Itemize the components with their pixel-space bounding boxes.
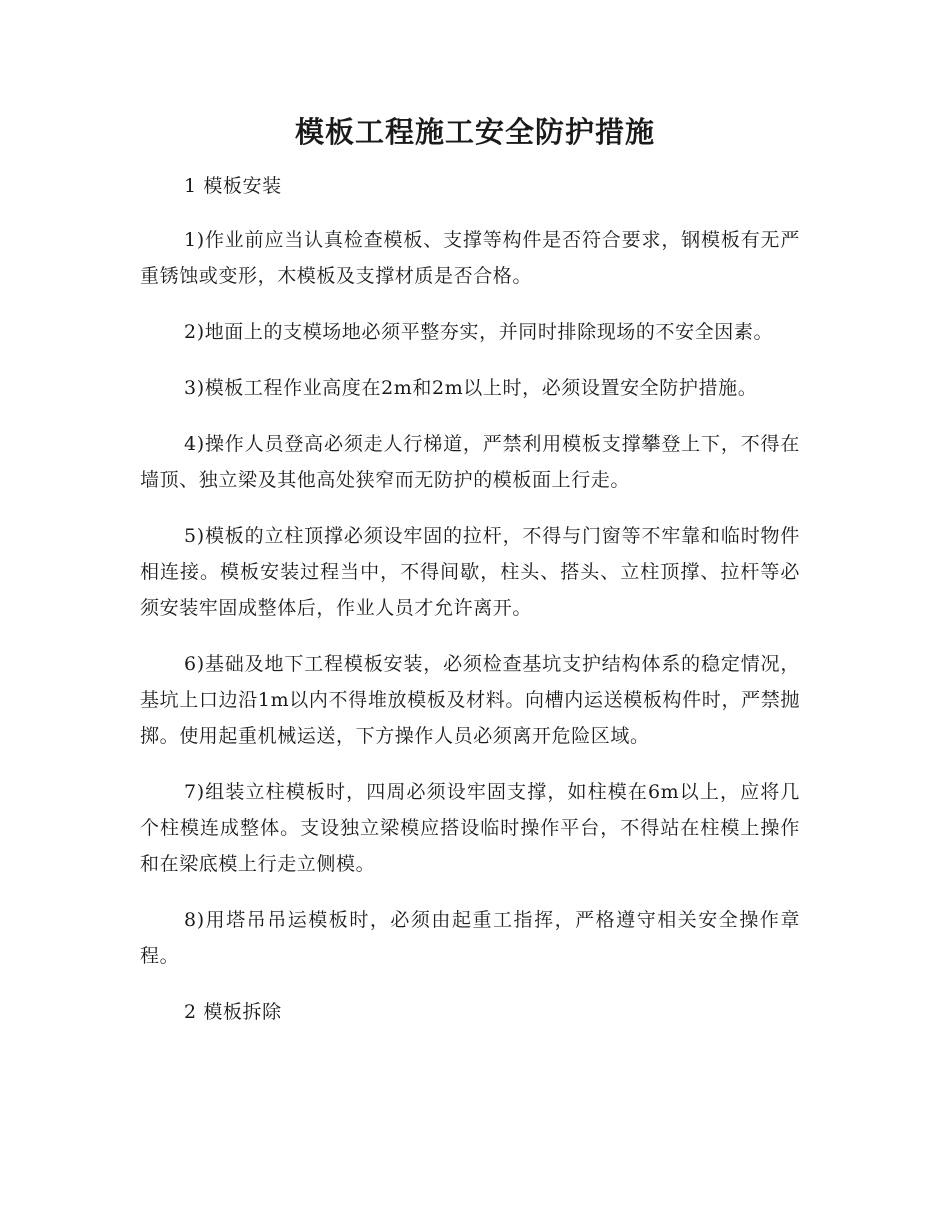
section-heading-installation: 1 模板安装 [184, 175, 282, 197]
list-item: 1)作业前应当认真检查模板、支撑等构件是否符合要求，钢模板有无严重锈蚀或变形，木模板及支撑材质是否合格。 [140, 229, 800, 287]
list-item: 3)模板工程作业高度在2m和2m以上时，必须设置安全防护措施。 [184, 377, 758, 399]
list-item: 2)地面上的支模场地必须平整夯实，并同时排除现场的不安全因素。 [184, 321, 774, 343]
document-body [140, 168, 800, 1030]
list-item: 7)组装立柱模板时，四周必须设牢固支撑，如柱模在6m以上，应将几个柱模连成整体。支设独立梁模应搭设临时操作平台，不得站在柱模上操作和在梁底模上行走立侧模。 [140, 781, 800, 875]
section-heading-removal: 2 模板拆除 [184, 1001, 282, 1023]
list-item: 4)操作人员登高必须走人行梯道，严禁利用模板支撑攀登上下，不得在墙顶、独立梁及其他高处狭窄而无防护的模板面上行走。 [140, 433, 800, 491]
document-title: 模板工程施工安全防护措施 [294, 115, 655, 149]
list-item: 8)用塔吊吊运模板时，必须由起重工指挥，严格遵守相关安全操作章程。 [140, 909, 800, 967]
list-item: 5)模板的立柱顶撑必须设牢固的拉杆，不得与门窗等不牢靠和临时物件相连接。模板安装过程当中，不得间歇，柱头、搭头、立柱顶撑、拉杆等必须安装牢固成整体后，作业人员才允许离开。 [140, 525, 800, 619]
list-item: 6)基础及地下工程模板安装，必须检查基坑支护结构体系的稳定情况，基坑上口边沿1m以内不得堆放模板及材料。向槽内运送模板构件时，严禁抛掷。使用起重机械运送，下方操作人员必须离开危险区域。 [140, 653, 800, 747]
